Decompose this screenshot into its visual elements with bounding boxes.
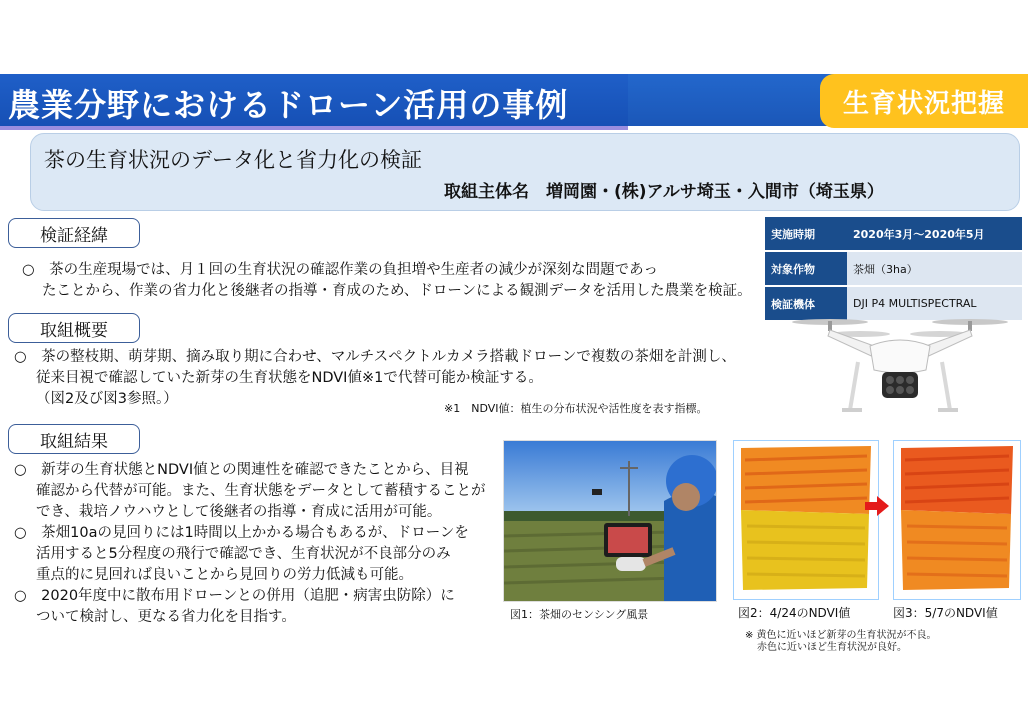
page-subtitle: 茶の生育状況のデータ化と省力化の検証	[44, 148, 422, 172]
table-row	[765, 217, 1022, 251]
text-line: （図2及び図3参照。）	[36, 391, 178, 407]
text-line: 従来目視で確認していた新芽の生育状態をNDVI値※1で代替可能か検証する。	[36, 370, 543, 386]
info-value: 2020年3月〜2020年5月	[847, 217, 1022, 251]
info-value: 茶畑（3ha）	[847, 251, 1022, 286]
table-row	[765, 251, 1022, 286]
info-label: 実施時期	[765, 217, 847, 251]
text-line: 活用すると5分程度の飛行で確認でき、生育状況が不良部分のみ	[36, 546, 451, 562]
text-line: ○ 2020年度中に散布用ドローンとの併用（追肥・病害虫防除）に	[14, 588, 455, 604]
figure-note-1: ※ 黄色に近いほど新芽の生育状況が不良。	[745, 630, 937, 641]
background-text	[22, 260, 762, 302]
footnote: ※1 NDVI値：植生の分布状況や活性度を表す指標。	[444, 402, 708, 415]
ndvi-map-0507	[893, 440, 1021, 600]
section-label-overview: 取組概要	[8, 313, 140, 343]
drone-illustration	[790, 312, 1010, 416]
page-title: 農業分野におけるドローン活用の事例	[8, 86, 569, 124]
text-line: ○ 茶の生産現場では、月１回の生育状況の確認作業の負担増や生産者の減少が深刻な問題であっ	[22, 262, 659, 278]
text-line: ついて検討し、更なる省力化を目指す。	[36, 609, 296, 625]
results-text	[14, 460, 494, 628]
arrow-right-icon	[863, 495, 891, 517]
figure-caption-2: 図2：4/24のNDVI値	[738, 606, 851, 620]
section-label-results: 取組結果	[8, 424, 140, 454]
figure-caption-3: 図3：5/7のNDVI値	[893, 606, 998, 620]
text-line: 確認から代替が可能。また、生育状態をデータとして蓄積することが	[36, 483, 486, 499]
text-line: ○ 茶畑10aの見回りには1時間以上かかる場合もあるが、ドローンを	[14, 525, 469, 541]
figure-note-2: 赤色に近いほど生育状況が良好。	[757, 642, 907, 653]
info-table	[765, 217, 1022, 320]
field-photo	[503, 440, 717, 602]
category-tag: 生育状況把握	[820, 74, 1028, 128]
figure-caption-1: 図1：茶畑のセンシング風景	[510, 608, 649, 621]
text-line: ○ 新芽の生育状態とNDVI値との関連性を確認できたことから、目視	[14, 462, 469, 478]
info-label: 対象作物	[765, 251, 847, 286]
text-line: ○ 茶の整枝期、萌芽期、摘み取り期に合わせ、マルチスペクトルカメラ搭載ドローンで複数の茶畑を計測し、	[14, 349, 736, 365]
text-line: でき、栽培ノウハウとして後継者の指導・育成に活用が可能。	[36, 504, 442, 520]
text-line: 重点的に見回れば良いことから見回りの労力低減も可能。	[36, 567, 413, 583]
info-label: 検証機体	[765, 286, 847, 320]
text-line: たことから、作業の省力化と後継者の指導・育成のため、ドローンによる観測データを活用した農業を検証。	[42, 283, 752, 299]
ndvi-map-0424	[733, 440, 879, 600]
organization-line: 取組主体名 増岡園・(株)アルサ埼玉・入間市（埼玉県）	[444, 182, 884, 202]
info-value: DJI P4 MULTISPECTRAL	[847, 286, 1022, 320]
section-label-background: 検証経緯	[8, 218, 140, 248]
